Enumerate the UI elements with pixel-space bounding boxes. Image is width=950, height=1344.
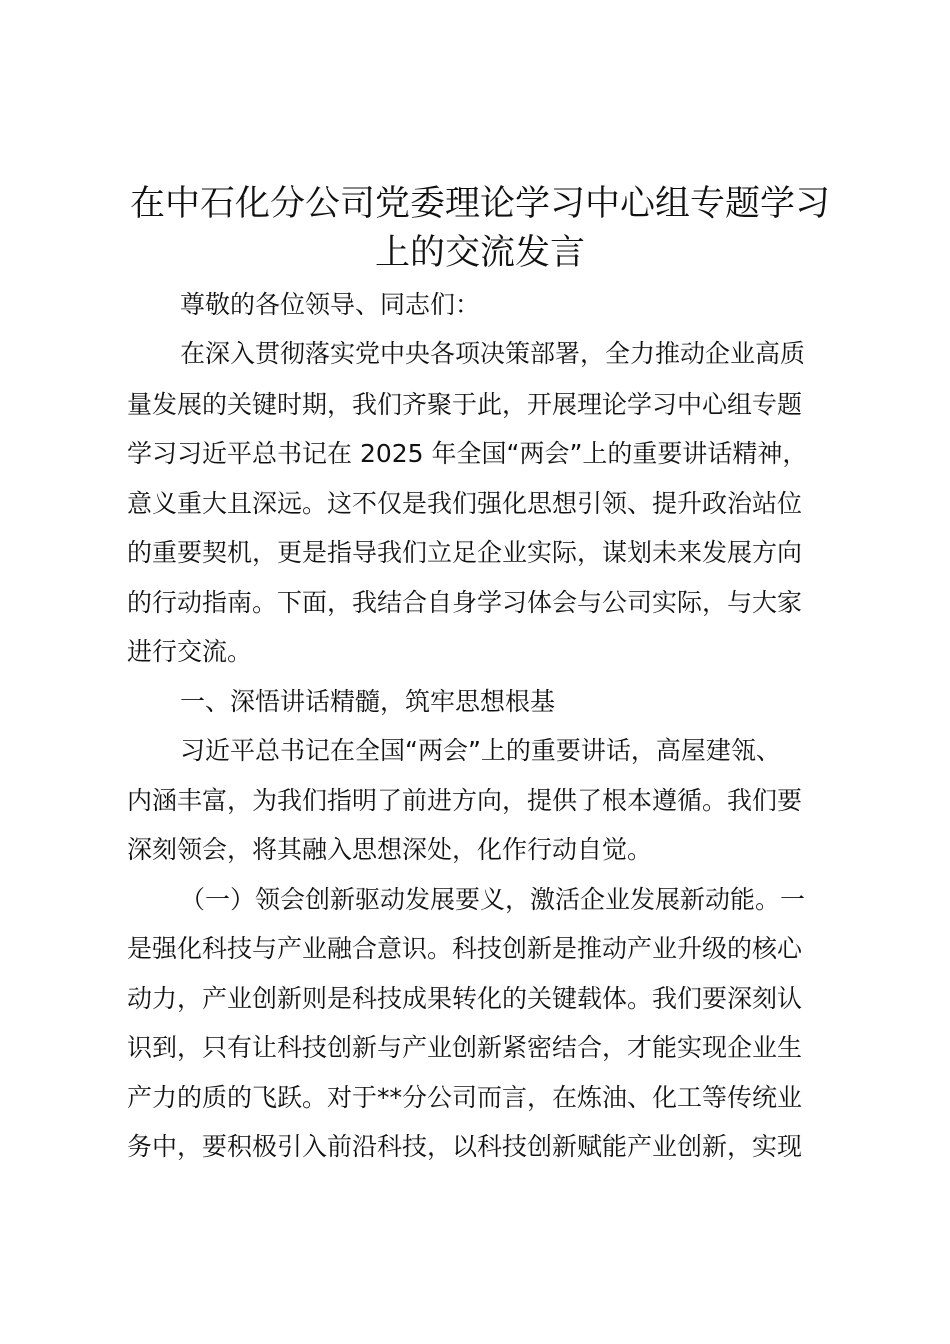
- section-heading: 一、深悟讲话精髓，筑牢思想根基: [180, 687, 556, 716]
- paragraph-line: 意义重大且深远。这不仅是我们强化思想引领、提升政治站位: [127, 489, 803, 518]
- paragraph-line: 识到，只有让科技创新与产业创新紧密结合，才能实现企业生: [127, 1033, 803, 1062]
- document-title: [110, 180, 850, 278]
- paragraph-line: 习近平总书记在全国“两会”上的重要讲话，高屋建瓴、: [180, 736, 781, 765]
- paragraph-line: 进行交流。: [127, 637, 253, 666]
- subsection-line: （一）领会创新驱动发展要义，激活企业发展新动能。一: [180, 885, 806, 914]
- title-line-2: 上的交流发言: [374, 233, 585, 273]
- paragraph-line: 动力，产业创新则是科技成果转化的关键载体。我们要深刻认: [127, 984, 803, 1013]
- paragraph-line: 深刻领会，将其融入思想深处，化作行动自觉。: [127, 835, 653, 864]
- title-line-1: 在中石化分公司党委理论学习中心组专题学习: [129, 184, 830, 224]
- paragraph-line: 的行动指南。下面，我结合自身学习体会与公司实际，与大家: [127, 588, 803, 617]
- paragraph-line: 务中，要积极引入前沿科技，以科技创新赋能产业创新，实现: [127, 1132, 803, 1161]
- paragraph-line: 在深入贯彻落实党中央各项决策部署，全力推动企业高质: [180, 339, 806, 368]
- paragraph-line: 量发展的关键时期，我们齐聚于此，开展理论学习中心组专题: [127, 390, 803, 419]
- paragraph-line: 产力的质的飞跃。对于**分公司而言，在炼油、化工等传统业: [127, 1083, 803, 1112]
- paragraph-line: 内涵丰富，为我们指明了前进方向，提供了根本遵循。我们要: [127, 786, 803, 815]
- paragraph-line: 学习习近平总书记在 2025 年全国“两会”上的重要讲话精神，: [127, 439, 808, 468]
- paragraph-line: 的重要契机，更是指导我们立足企业实际，谋划未来发展方向: [127, 538, 803, 567]
- salutation: 尊敬的各位领导、同志们：: [180, 290, 481, 319]
- paragraph-line: 是强化科技与产业融合意识。科技创新是推动产业升级的核心: [127, 934, 803, 963]
